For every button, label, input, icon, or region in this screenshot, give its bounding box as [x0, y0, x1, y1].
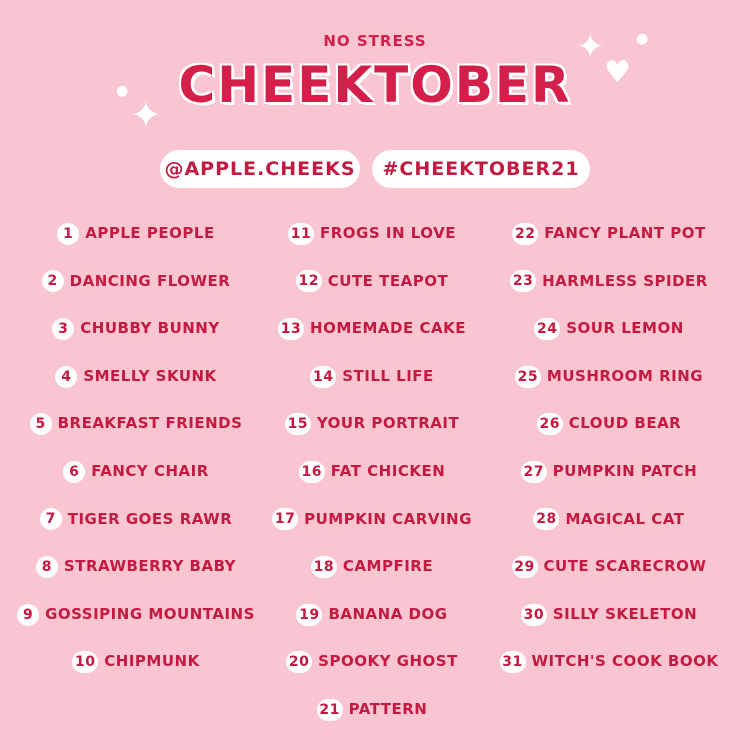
day-number-badge: 15	[285, 413, 311, 435]
day-number-badge: 18	[311, 556, 337, 578]
sparkle-icon: ✦	[576, 27, 605, 67]
list-item	[478, 258, 740, 306]
subtitle: NO STRESS	[323, 32, 427, 50]
prompt-label: CHUBBY BUNNY	[80, 319, 220, 338]
prompt-label: TIGER GOES RAWR	[67, 509, 233, 528]
day-number-badge: 21	[317, 699, 343, 721]
day-number-badge: 6	[63, 461, 85, 483]
prompt-label: CAMPFIRE	[342, 557, 434, 576]
day-number-badge: 10	[72, 651, 98, 673]
list-item	[0, 258, 272, 306]
day-number-badge: 5	[30, 413, 52, 435]
list-item	[256, 305, 488, 353]
prompt-label: BREAKFAST FRIENDS	[57, 414, 243, 433]
list-item	[0, 210, 272, 258]
prompt-label: SPOOKY GHOST	[318, 652, 458, 671]
prompt-label: MUSHROOM RING	[546, 366, 704, 385]
hashtag-tag: #CHEEKTOBER21	[372, 150, 590, 188]
day-number-badge: 20	[286, 651, 312, 673]
day-number-badge: 14	[310, 366, 336, 388]
prompt-label: CUTE SCARECROW	[543, 557, 707, 576]
prompt-label: PUMPKIN PATCH	[552, 461, 698, 480]
list-item	[0, 448, 272, 496]
list-item	[0, 305, 272, 353]
list-item	[478, 591, 740, 639]
heart-icon: ♥	[604, 55, 631, 90]
list-item	[478, 448, 740, 496]
prompt-label: APPLE PEOPLE	[85, 224, 215, 242]
day-number-badge: 24	[534, 318, 560, 340]
list-item	[478, 210, 740, 258]
day-number-badge: 8	[36, 556, 58, 578]
list-item	[0, 543, 272, 591]
day-number-badge: 29	[512, 556, 538, 578]
list-item	[0, 400, 272, 448]
list-item	[0, 591, 272, 639]
day-number-badge: 31	[500, 651, 526, 673]
prompt-label: HOMEMADE CAKE	[310, 319, 466, 338]
prompt-label: FROGS IN LOVE	[320, 224, 456, 242]
prompt-label: CLOUD BEAR	[568, 414, 682, 433]
day-number-badge: 9	[17, 604, 39, 626]
list-item	[256, 210, 488, 258]
sparkle-icon: ✦	[130, 93, 162, 137]
list-item	[0, 496, 272, 544]
day-number-badge: 2	[42, 270, 64, 292]
prompt-label: BANANA DOG	[328, 604, 448, 623]
list-item	[256, 638, 488, 686]
prompt-label: FANCY PLANT POT	[544, 224, 706, 242]
list-item	[256, 448, 488, 496]
day-number-badge: 17	[272, 508, 298, 530]
day-number-badge: 13	[278, 318, 304, 340]
day-number-badge: 7	[40, 508, 62, 530]
prompt-label: WITCH'S COOK BOOK	[531, 652, 719, 671]
list-item	[256, 258, 488, 306]
list-item	[478, 638, 740, 686]
list-item	[256, 400, 488, 448]
day-number-badge: 27	[521, 461, 547, 483]
list-item	[478, 400, 740, 448]
prompt-label: DANCING FLOWER	[69, 271, 231, 290]
day-number-badge: 19	[296, 604, 322, 626]
prompt-column-3	[478, 210, 740, 686]
list-item	[256, 686, 488, 734]
day-number-badge: 26	[537, 413, 563, 435]
prompt-label: GOSSIPING MOUNTAINS	[45, 604, 255, 623]
prompt-column-2	[256, 210, 488, 734]
day-number-badge: 28	[533, 508, 559, 530]
day-number-badge: 25	[515, 366, 541, 388]
day-number-badge: 4	[55, 366, 77, 388]
list-item	[256, 496, 488, 544]
list-item	[478, 496, 740, 544]
prompt-label: PUMPKIN CARVING	[304, 509, 472, 528]
day-number-badge: 11	[288, 223, 314, 245]
list-item	[478, 543, 740, 591]
handle-tag: @APPLE.CHEEKS	[160, 150, 360, 188]
sparkle-icon: ●	[636, 31, 649, 47]
day-number-badge: 30	[521, 604, 547, 626]
list-item	[478, 305, 740, 353]
prompt-label: MAGICAL CAT	[565, 509, 685, 528]
list-item	[256, 543, 488, 591]
list-item	[256, 591, 488, 639]
prompt-column-1	[0, 210, 272, 686]
prompt-label: SMELLY SKUNK	[83, 366, 217, 385]
prompt-label: HARMLESS SPIDER	[542, 271, 708, 290]
day-number-badge: 16	[299, 461, 325, 483]
prompt-label: FAT CHICKEN	[330, 461, 446, 480]
day-number-badge: 12	[296, 270, 322, 292]
list-item	[0, 638, 272, 686]
prompt-label: CUTE TEAPOT	[327, 271, 449, 290]
prompt-label: SOUR LEMON	[566, 319, 684, 338]
prompt-label: FANCY CHAIR	[91, 461, 209, 480]
prompt-label: PATTERN	[348, 699, 428, 718]
list-item	[256, 353, 488, 401]
sparkle-icon: ●	[116, 83, 129, 99]
prompt-label: SILLY SKELETON	[552, 604, 698, 623]
prompt-label: CHIPMUNK	[104, 652, 200, 671]
list-item	[0, 353, 272, 401]
day-number-badge: 1	[57, 223, 79, 245]
prompt-label: STRAWBERRY BABY	[63, 557, 237, 576]
prompt-label: YOUR PORTRAIT	[316, 414, 460, 433]
day-number-badge: 23	[510, 270, 536, 292]
day-number-badge: 22	[512, 223, 538, 245]
page-title: CHEEKTOBER	[178, 56, 572, 114]
prompt-label: STILL LIFE	[342, 366, 434, 385]
list-item	[478, 353, 740, 401]
day-number-badge: 3	[52, 318, 74, 340]
